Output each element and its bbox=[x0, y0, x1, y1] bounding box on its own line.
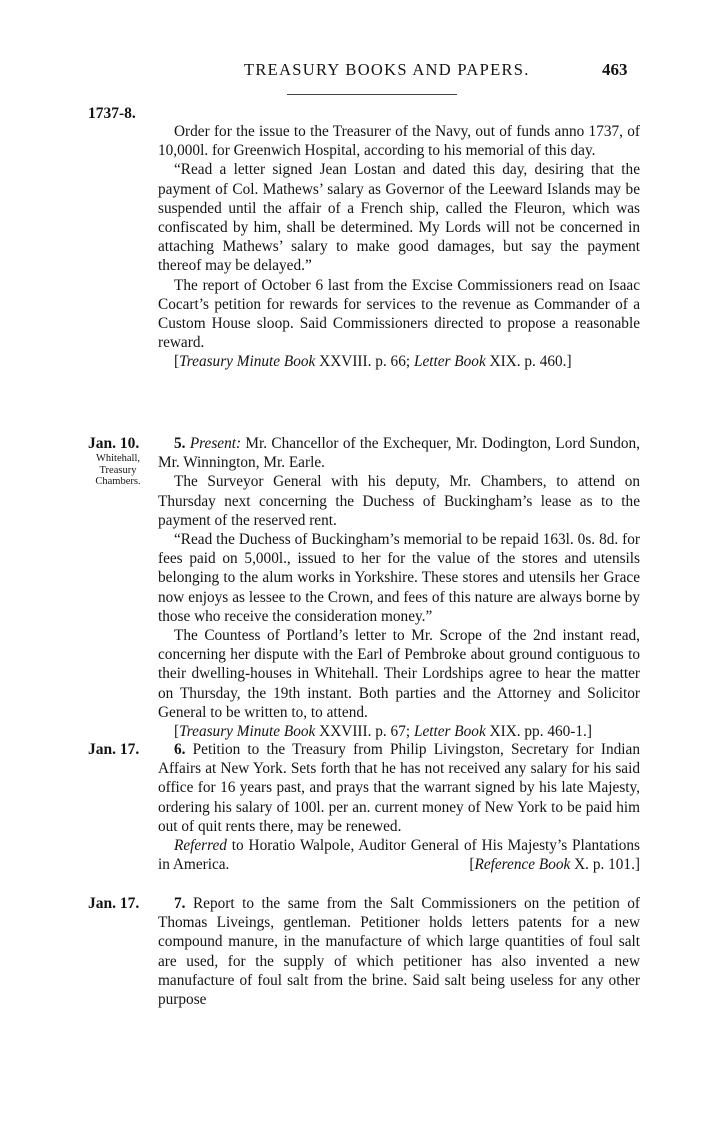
paragraph: “Read the Duchess of Buckingham’s memorial to be repaid 163l. 0s. 8d. for fees paid on 5,000l., issued to her for the value of the stores and utensils belonging to the alum works in Yorkshire. These stores and utensils her Grace now enjoys as lessee to the Crown, and fees of this nature are always borne by those who receive the consideration money.” bbox=[158, 531, 640, 625]
paragraph: Order for the issue to the Treasurer of the Navy, out of funds anno 1737, of 10,000l. for Greenwich Hospital, according to his memorial of this day. bbox=[158, 123, 640, 160]
entry-date: Jan. 17. bbox=[88, 895, 140, 912]
paragraph: “Read a letter signed Jean Lostan and dated this day, desiring that the payment of Col. Mathews’ salary as Governor of the Leeward Islands may be suspended until the affair of a French ship, called the Fleuron, which was confiscated by him, shall be determined. My Lords will not be concerned in attaching Mathews’ salary to make good damages, but say the payment thereof may be delayed.” bbox=[158, 161, 640, 275]
header-rule bbox=[287, 94, 457, 95]
entry-body bbox=[158, 740, 640, 874]
entry-date: 1737-8. bbox=[88, 105, 136, 122]
entry-number: 7. bbox=[174, 895, 186, 912]
paragraph: The Countess of Portland’s letter to Mr. Scrope of the 2nd instant read, concerning her dispute with the Earl of Pembroke about ground contiguous to their dwelling-houses in Whitehall. Their Lordships agree to hear the matter on Thursday, the 19th instant. Both parties and the Attorney and Solicitor General to be written to, to attend. bbox=[158, 627, 640, 721]
paragraph: 7. Report to the same from the Salt Commissioners on the petition of Thomas Liveings, gentleman. Petitioner holds letters patents for a new compound manure, in the manufacture of which large quantities of foul salt are used, for the supply of which petitioner has also invented a new manufacture of foul salt from the brine. Said salt being useless for any other purpose bbox=[158, 895, 640, 1009]
paragraph: The Surveyor General with his deputy, Mr. Chambers, to attend on Thursday next concerning the Duchess of Buckingham’s lease as to the payment of the reserved rent. bbox=[158, 473, 640, 529]
entry-place: Whitehall, Treasury Chambers. bbox=[95, 453, 141, 487]
paragraph: 6. Petition to the Treasury from Philip Livingston, Secretary for Indian Affairs at New York. Sets forth that he has not received any salary for his said office for 16 years past, and prays that the warrant signed by his late Majesty, ordering his salary of 100l. per an. current money of New York to be paid him out of quit rents there, may be renewed. bbox=[158, 741, 640, 835]
reference: [Reference Book X. p. 101.] bbox=[469, 856, 640, 874]
entry-body bbox=[158, 434, 640, 741]
present-label: Present: bbox=[189, 435, 242, 452]
paragraph: 5. Present: Mr. Chancellor of the Exchequer, Mr. Dodington, Lord Sundon, Mr. Winnington, Mr. Earle. bbox=[158, 435, 640, 472]
page-number: 463 bbox=[602, 60, 628, 79]
reference: [Treasury Minute Book XXVIII. p. 67; Letter Book XIX. pp. 460-1.] bbox=[174, 723, 592, 741]
entry-number: 5. bbox=[174, 435, 186, 452]
referred-label: Referred bbox=[174, 837, 227, 855]
entry-date: Jan. 17. bbox=[88, 741, 140, 758]
reference: [Treasury Minute Book XXVIII. p. 66; Letter Book XIX. p. 460.] bbox=[174, 353, 572, 371]
page-header bbox=[0, 60, 722, 88]
entry-date: Jan. 10. bbox=[88, 435, 140, 452]
entry-number: 6. bbox=[174, 741, 186, 758]
paragraph: The report of October 6 last from the Excise Commissioners read on Isaac Cocart’s petition for rewards for services to the revenue as Commander of a Custom House sloop. Said Commissioners directed to propose a reasonable reward. bbox=[158, 276, 640, 352]
entry-body bbox=[158, 894, 640, 1009]
entry-body bbox=[158, 122, 640, 372]
running-title: TREASURY BOOKS AND PAPERS. bbox=[244, 60, 530, 79]
paragraph: Referred to Horatio Walpole, Auditor General of His Majesty’s Plantations in America. [Reference Book X. p. 101.] bbox=[158, 837, 640, 874]
